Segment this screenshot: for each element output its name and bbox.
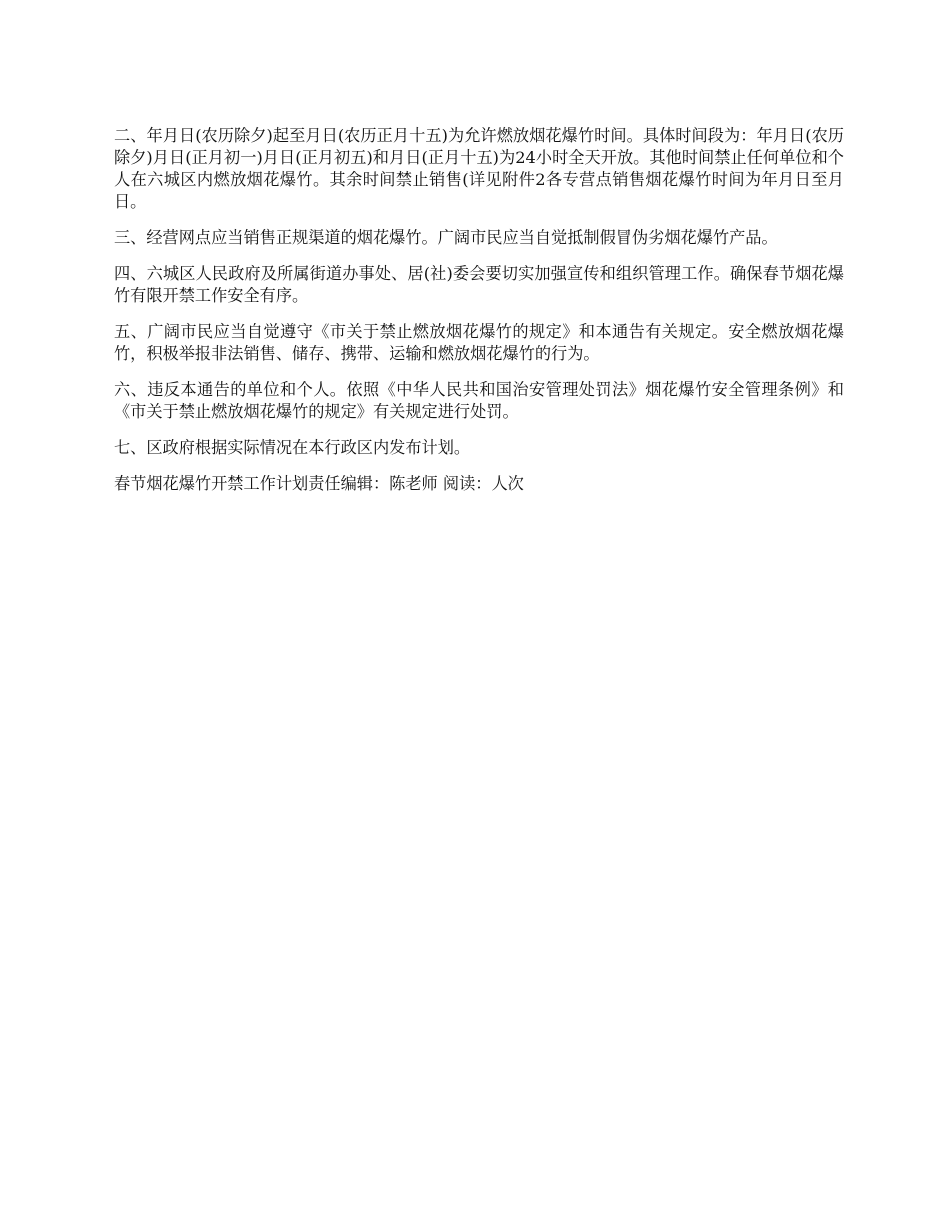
paragraph-4-district-management: 四、六城区人民政府及所属街道办事处、居(社)委会要切实加强宣传和组织管理工作。确保春节烟花爆竹有限开禁工作安全有序。 (114, 264, 844, 305)
paragraph-5-citizen-compliance: 五、广阔市民应当自觉遵守《市关于禁止燃放烟花爆竹的规定》和本通告有关规定。安全燃放烟花爆竹，积极举报非法销售、储存、携带、运输和燃放烟花爆竹的行为。 (114, 322, 844, 363)
paragraph-3-sales-outlets: 三、经营网点应当销售正规渠道的烟花爆竹。广阔市民应当自觉抵制假冒伪劣烟花爆竹产品。 (114, 228, 778, 247)
paragraph-2-permitted-time: 二、年月日(农历除夕)起至月日(农历正月十五)为允许燃放烟花爆竹时间。具体时间段为：年月日(农历除夕)月日(正月初一)月日(正月初五)和月日(正月十五)为24小时全天开放。其他时间禁止任何单位和个人在六城区内燃放烟花爆竹。其余时间禁止销售(详见附件2各专营点销售烟花爆竹时间为年月日至月日。 (114, 126, 844, 211)
paragraph-6-penalties: 六、违反本通告的单位和个人。依照《中华人民共和国治安管理处罚法》烟花爆竹安全管理条例》和《市关于禁止燃放烟花爆竹的规定》有关规定进行处罚。 (114, 380, 844, 421)
paragraph-7-district-plan: 七、区政府根据实际情况在本行政区内发布计划。 (114, 438, 471, 457)
document-body (114, 125, 844, 509)
editor-footer-line: 春节烟花爆竹开禁工作计划责任编辑：陈老师 阅读：人次 (114, 474, 524, 493)
